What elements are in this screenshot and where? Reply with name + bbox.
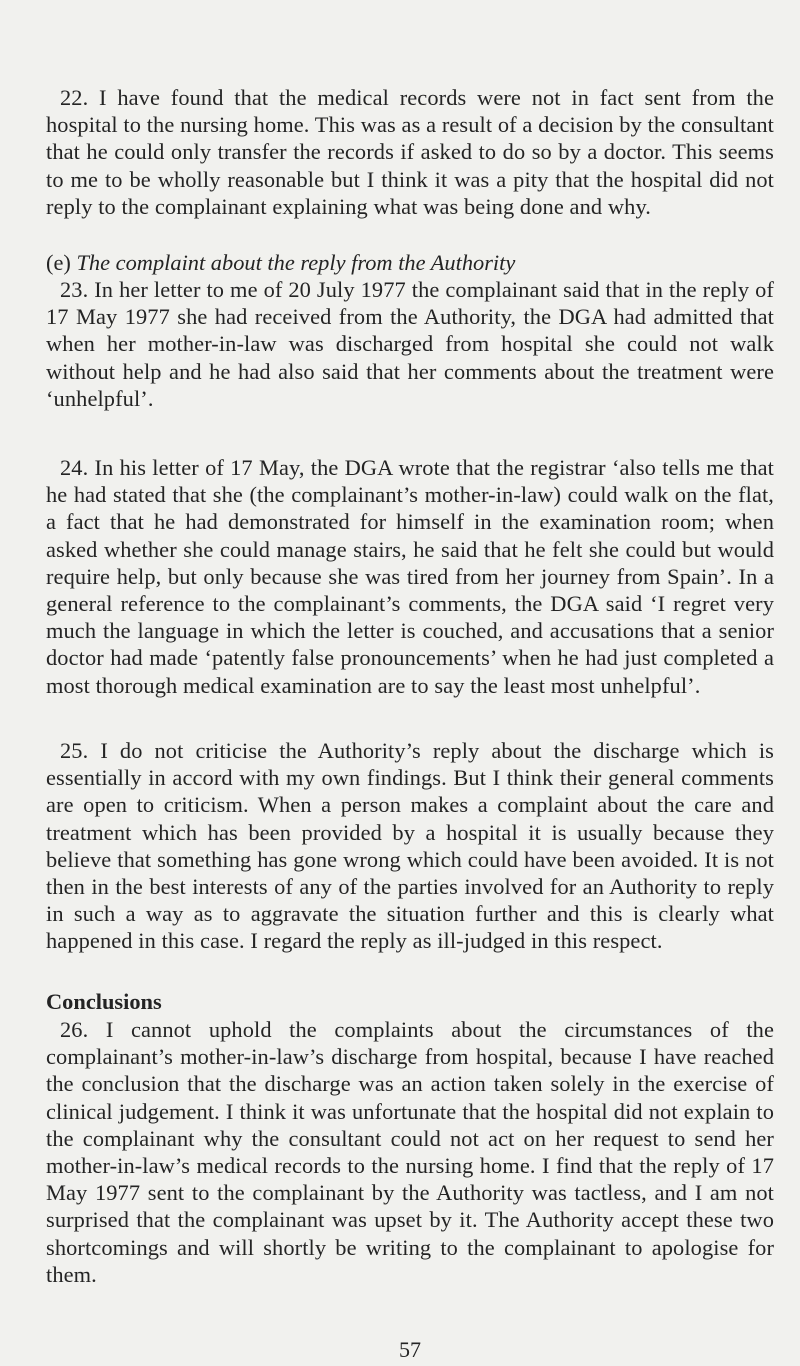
paragraph-24: 24. In his letter of 17 May, the DGA wrote that the registrar ‘also tells me that he had stated that she (the complainant’s mother-in-law) could walk on the flat, a fact that he had demonstrated for himself in the examination room; when asked whether she could manage stairs, he said that he felt she could but would require help, but only because she was tired from her journey from Spain’. In a general reference to the complainant’s comments, the DGA said ‘I regret very much the language in which the letter is couched, and accusations that a senior doctor had made ‘patently false pronouncements’ when he had just completed a most thorough medical examination are to say the least most unhelpful’. xyxy=(46,455,774,698)
conclusions-heading: Conclusions xyxy=(46,989,162,1014)
paragraph-25: 25. I do not criticise the Authority’s reply about the discharge which is essentially in accord with my own findings. But I think their general comments are open to criticism. When a person makes a complaint about the care and treatment which has been provided by a hospital it is usually because they believe that something has gone wrong which could have been avoided. It is not then in the best interests of any of the parties involved for an Authority to reply in such a way as to aggravate the situation further and this is clearly what happened in this case. I regard the reply as ill-judged in this respect. xyxy=(46,738,774,954)
section-heading-e xyxy=(46,249,515,276)
paragraph-26: 26. I cannot uphold the complaints about the circumstances of the complainant’s mother-in-law’s discharge from hospital, because I have reached the conclusion that the discharge was an action taken solely in the exercise of clinical judgement. I think it was unfortunate that the hospital did not explain to the complainant why the consultant could not act on her request to send her mother-in-law’s medical records to the nursing home. I find that the reply of 17 May 1977 sent to the complainant by the Authority was tactless, and I am not surprised that the complainant was upset by it. The Authority accept these two shortcomings and will shortly be writing to the complainant to apologise for them. xyxy=(46,1017,774,1287)
section-title-e: The complaint about the reply from the Authority xyxy=(76,250,516,275)
page-number: 57 xyxy=(399,1337,421,1362)
paragraph-23: 23. In her letter to me of 20 July 1977 the complainant said that in the reply of 17 May 1977 she had received from the Authority, the DGA had admitted that when her mother-in-law was discharged from hospital she could not walk without help and he had also said that her comments about the treatment were ‘unhelpful’. xyxy=(46,277,774,411)
paragraph-22: 22. I have found that the medical records were not in fact sent from the hospital to the nursing home. This was as a result of a decision by the consultant that he could only transfer the records if asked to do so by a doctor. This seems to me to be wholly reasonable but I think it was a pity that the hospital did not reply to the complainant explaining what was being done and why. xyxy=(46,85,774,219)
section-label-e: (e) xyxy=(46,250,71,275)
